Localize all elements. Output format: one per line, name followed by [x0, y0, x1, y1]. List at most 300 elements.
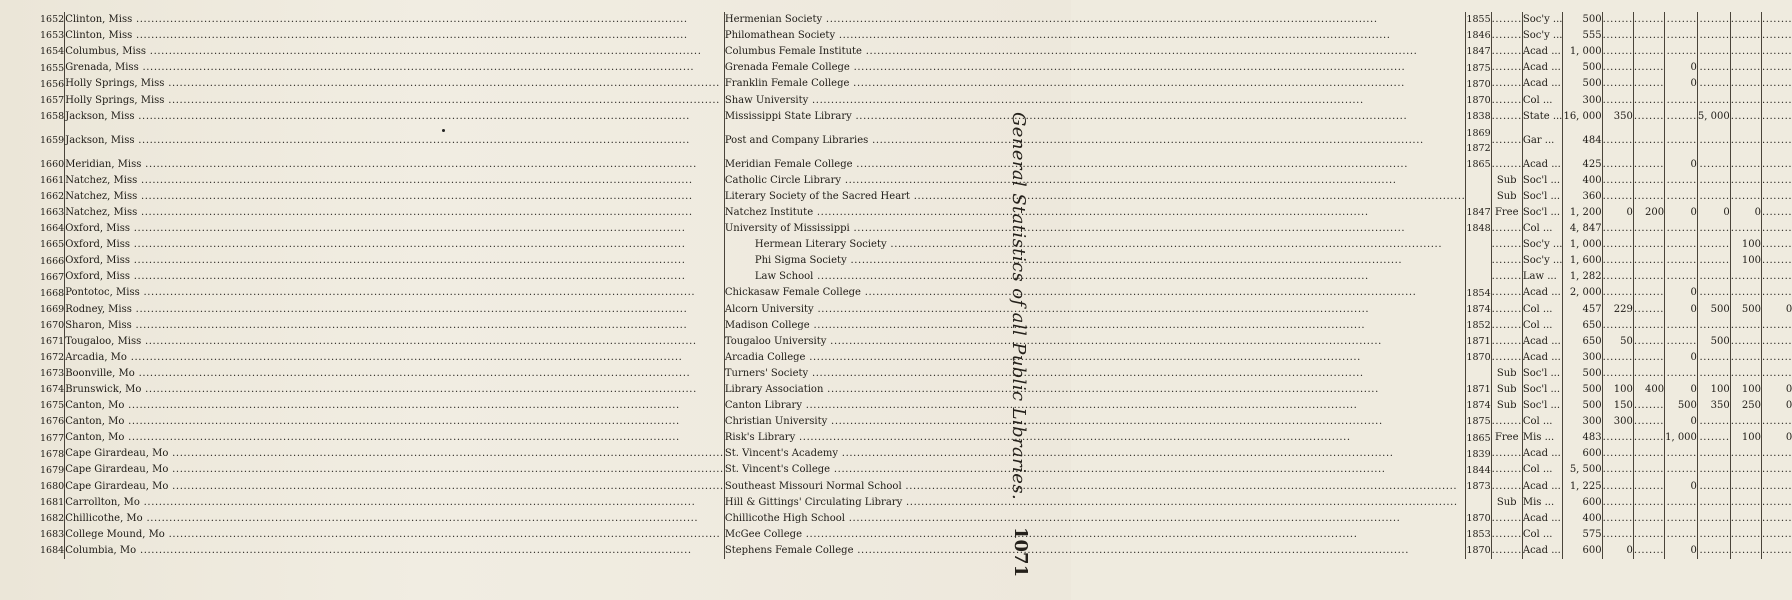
free-or-sub-cell: [1491, 398, 1522, 414]
library-name-cell: [724, 157, 1466, 173]
place-cell-text: Cape Girardeau, Mo .....: [65, 481, 724, 492]
stat-cell-text: [1762, 62, 1792, 73]
row-number: [40, 414, 65, 430]
volumes-cell-text: 500: [1582, 384, 1602, 396]
place-cell-text: Chillicothe, Mo .....: [65, 513, 698, 524]
stat-cell: [1602, 60, 1633, 76]
library-kind-cell-text: Acad: [1522, 512, 1549, 524]
table-row: [40, 12, 1792, 28]
stat-cell-text: [1762, 513, 1792, 524]
year-founded-text: 1869: [1466, 127, 1491, 139]
stat-cell-text: [1762, 14, 1792, 25]
stat-cell-text: [1762, 352, 1792, 363]
year-founded-cell: [1466, 44, 1491, 60]
row-number: [40, 173, 65, 189]
stat-cell: [1665, 28, 1698, 44]
library-name-cell-text: Christian University .....: [725, 416, 1383, 427]
year-founded-cell: [1466, 495, 1491, 511]
volumes-cell: [1563, 76, 1602, 92]
library-name-cell-text: Turners' Society .....: [725, 368, 1364, 379]
library-name-cell: [724, 253, 1466, 269]
stat-cell-text: [1667, 46, 1697, 57]
table-row: [40, 237, 1792, 253]
library-name-cell-text: St. Vincent's College .....: [725, 464, 1386, 475]
stat-cell: [1665, 511, 1698, 527]
library-kind-cell-text: Acad: [1522, 158, 1549, 170]
row-number-text: 1656: [40, 78, 65, 90]
stat-cell-text: 500: [1710, 303, 1730, 315]
place-cell: [65, 237, 725, 253]
library-name-cell-text: Columbus Female Institute .....: [725, 46, 1418, 57]
free-or-sub-cell: [1491, 189, 1522, 205]
row-number: [40, 398, 65, 414]
place-cell-text: Oxford, Miss .....: [65, 271, 685, 282]
stat-cell-text: [1699, 223, 1729, 234]
stat-cell-text: 0: [1690, 351, 1697, 363]
library-kind-cell-text: Mis: [1522, 432, 1542, 444]
row-number-text: 1670: [40, 319, 65, 331]
library-kind-cell: [1522, 462, 1563, 478]
place-cell: [65, 60, 725, 76]
stat-cell: [1602, 205, 1633, 221]
table-row: [40, 221, 1792, 237]
library-kind-cell: [1522, 173, 1563, 189]
stat-cell-text: 500: [1710, 335, 1730, 347]
stat-cell-text: 0: [1785, 384, 1792, 396]
free-or-sub-cell-text: [1492, 352, 1522, 363]
free-or-sub-cell: [1491, 527, 1522, 543]
stat-cell: [1697, 414, 1730, 430]
volumes-cell-text: 457: [1582, 303, 1602, 315]
year-founded-text: 1847: [1466, 46, 1491, 58]
library-kind-cell: [1522, 350, 1563, 366]
volumes-cell-text: 1, 200: [1569, 206, 1602, 218]
stat-cell: [1633, 44, 1664, 60]
free-or-sub-cell: [1491, 462, 1522, 478]
volumes-cell: [1563, 430, 1602, 446]
stat-cell-text: [1634, 191, 1664, 202]
stat-cell: [1697, 44, 1730, 60]
stat-cell-text: [1634, 464, 1664, 475]
place-cell: [65, 285, 725, 301]
stat-cell-text: 0: [1690, 480, 1697, 492]
stat-cell: [1633, 189, 1664, 205]
stat-cell: [1730, 543, 1761, 559]
free-or-sub-cell: [1491, 382, 1522, 398]
free-or-sub-cell: [1491, 350, 1522, 366]
row-number-text: 1671: [40, 335, 65, 347]
library-kind-cell: [1522, 76, 1563, 92]
free-or-sub-cell-text: Sub: [1496, 367, 1517, 379]
place-cell-text: Jackson, Miss .....: [65, 135, 690, 146]
stat-cell: [1602, 44, 1633, 60]
year-founded-text: 1865: [1466, 158, 1491, 170]
stat-cell-text: [1699, 239, 1729, 250]
stat-cell-text: [1762, 320, 1792, 331]
year-founded-text: 1871: [1466, 335, 1491, 347]
stat-cell-text: 0: [1690, 384, 1697, 396]
place-cell: [65, 479, 725, 495]
stat-cell-text: [1603, 135, 1633, 146]
volumes-cell: [1563, 253, 1602, 269]
library-name-cell-text: Phi Sigma Society .....: [755, 255, 1402, 266]
stat-cell-text: 0: [1690, 287, 1697, 299]
library-kind-cell: [1522, 302, 1563, 318]
stat-cell-text: [1699, 448, 1729, 459]
library-kind-cell: [1522, 318, 1563, 334]
free-or-sub-cell: [1491, 221, 1522, 237]
volumes-cell-text: 500: [1582, 14, 1602, 26]
year-founded-cell: [1466, 60, 1491, 76]
free-or-sub-cell: [1491, 269, 1522, 285]
year-founded-cell: [1466, 382, 1491, 398]
stat-cell: [1730, 253, 1761, 269]
library-kind-cell-text: Acad: [1522, 351, 1549, 363]
stat-cell: [1761, 237, 1792, 253]
stat-cell: [1697, 382, 1730, 398]
library-name-cell: [724, 430, 1466, 446]
stat-cell-text: [1634, 481, 1664, 492]
volumes-cell: [1563, 44, 1602, 60]
leader-dots: ...: [1544, 271, 1557, 283]
stat-cell-text: [1699, 464, 1729, 475]
library-kind-cell: [1522, 253, 1563, 269]
volumes-cell: [1563, 12, 1602, 28]
volumes-cell: [1563, 157, 1602, 173]
year-founded-cell: [1466, 189, 1491, 205]
place-cell: [65, 334, 725, 350]
stat-cell: [1602, 414, 1633, 430]
stat-cell: [1633, 511, 1664, 527]
stat-cell-text: [1762, 481, 1792, 492]
stat-cell: [1602, 462, 1633, 478]
year-founded-cell: [1466, 157, 1491, 173]
free-or-sub-cell-text: [1492, 416, 1522, 427]
library-name-cell-text: McGee College .....: [725, 529, 1358, 540]
stat-cell-text: [1731, 529, 1761, 540]
stat-cell-text: 0: [1690, 206, 1697, 218]
free-or-sub-cell: [1491, 125, 1522, 157]
stat-cell: [1761, 12, 1792, 28]
stat-cell-text: [1667, 111, 1697, 122]
stat-cell: [1761, 125, 1792, 157]
stat-cell-text: [1762, 448, 1792, 459]
free-or-sub-cell-text: [1492, 62, 1522, 73]
row-number-text: 1676: [40, 416, 65, 428]
stat-cell-text: [1699, 255, 1729, 266]
stat-cell: [1633, 60, 1664, 76]
library-kind-cell-text: Col: [1522, 223, 1540, 235]
library-name-cell-text: Meridian Female College .....: [725, 159, 1408, 170]
stat-cell: [1602, 543, 1633, 559]
stat-cell: [1633, 430, 1664, 446]
stat-cell: [1602, 398, 1633, 414]
stat-cell-text: [1762, 159, 1792, 170]
stat-cell-text: [1634, 336, 1664, 347]
year-founded-cell: [1466, 430, 1491, 446]
stat-cell-text: [1603, 271, 1633, 282]
row-number: [40, 125, 65, 157]
volumes-cell: [1563, 414, 1602, 430]
row-number: [40, 157, 65, 173]
stat-cell-text: [1634, 416, 1664, 427]
stat-cell: [1761, 430, 1792, 446]
place-cell-text: Sharon, Miss .....: [65, 320, 687, 331]
row-number-text: 1677: [40, 432, 65, 444]
stat-cell-text: [1634, 400, 1664, 411]
volumes-cell: [1563, 366, 1602, 382]
stat-cell: [1730, 221, 1761, 237]
row-number: [40, 527, 65, 543]
stat-cell: [1761, 414, 1792, 430]
row-number-text: 1682: [40, 513, 65, 525]
row-number: [40, 462, 65, 478]
stat-cell: [1602, 382, 1633, 398]
table-row: [40, 44, 1792, 60]
library-kind-cell-text: Soc'y: [1522, 14, 1550, 26]
table-row: [40, 253, 1792, 269]
stat-cell: [1761, 189, 1792, 205]
free-or-sub-cell: [1491, 318, 1522, 334]
stat-cell: [1761, 109, 1792, 125]
stat-cell: [1761, 285, 1792, 301]
library-name-cell-text: Chillicothe High School .....: [725, 513, 1401, 524]
stat-cell: [1633, 92, 1664, 108]
table-body: [40, 12, 1792, 559]
row-number-text: 1652: [40, 14, 65, 26]
stat-cell-text: 100: [1741, 384, 1761, 396]
stat-cell: [1602, 527, 1633, 543]
library-kind-cell-text: Soc'l: [1522, 367, 1548, 379]
table-row: [40, 446, 1792, 462]
stat-cell-text: [1634, 352, 1664, 363]
volumes-cell: [1563, 527, 1602, 543]
stat-cell-text: [1762, 497, 1792, 508]
stat-cell: [1633, 479, 1664, 495]
stat-cell: [1697, 511, 1730, 527]
leader-dots: ...: [1541, 134, 1555, 146]
stat-cell-text: [1603, 255, 1633, 266]
volumes-cell: [1563, 92, 1602, 108]
table-row: [40, 92, 1792, 108]
volumes-cell-text: 650: [1582, 319, 1602, 331]
stat-cell-text: [1731, 175, 1761, 186]
leader-dots: ...: [1539, 528, 1553, 540]
row-number: [40, 109, 65, 125]
stat-cell-text: 100: [1741, 239, 1761, 251]
free-or-sub-cell: [1491, 495, 1522, 511]
place-cell: [65, 366, 725, 382]
stat-cell: [1730, 237, 1761, 253]
library-kind-cell-text: Acad: [1522, 78, 1549, 90]
volumes-cell: [1563, 495, 1602, 511]
library-kind-cell-text: Acad: [1522, 480, 1549, 492]
stat-cell: [1665, 76, 1698, 92]
stat-cell-text: [1603, 529, 1633, 540]
stat-cell-text: [1762, 175, 1792, 186]
place-cell-text: College Mound, Mo .....: [65, 529, 720, 540]
stat-cell: [1665, 173, 1698, 189]
volumes-cell: [1563, 125, 1602, 157]
free-or-sub-cell: [1491, 430, 1522, 446]
stat-cell-text: [1699, 135, 1729, 146]
stat-cell-text: [1762, 111, 1792, 122]
library-kind-cell-text: Acad: [1522, 62, 1549, 74]
stat-cell-text: [1731, 95, 1761, 106]
volumes-cell-text: 1, 000: [1569, 239, 1602, 251]
stat-cell: [1761, 382, 1792, 398]
library-kind-cell: [1522, 334, 1563, 350]
stat-cell-text: [1731, 271, 1761, 282]
place-cell-text: Holly Springs, Miss .....: [65, 95, 720, 106]
stat-cell-text: [1699, 432, 1729, 443]
year-founded-cell: [1466, 109, 1491, 125]
stat-cell: [1602, 189, 1633, 205]
leader-dots: ...: [1549, 255, 1563, 267]
stat-cell-text: [1762, 78, 1792, 89]
volumes-cell-text: 400: [1582, 512, 1602, 524]
stat-cell-text: [1731, 159, 1761, 170]
row-number: [40, 221, 65, 237]
stat-cell: [1602, 221, 1633, 237]
stat-cell: [1602, 350, 1633, 366]
year-founded-cell: [1466, 318, 1491, 334]
volumes-cell-text: 600: [1582, 496, 1602, 508]
stat-cell-text: [1762, 416, 1792, 427]
year-founded-text: 1847: [1466, 207, 1491, 219]
year-founded-text: 1854: [1466, 287, 1491, 299]
stat-cell: [1602, 302, 1633, 318]
stat-cell-text: [1634, 545, 1664, 556]
stat-cell: [1730, 125, 1761, 157]
stat-cell: [1665, 462, 1698, 478]
free-or-sub-cell: [1491, 446, 1522, 462]
stat-cell-text: [1667, 497, 1697, 508]
library-name-cell-text: Mississippi State Library .....: [725, 111, 1407, 122]
stat-cell: [1633, 109, 1664, 125]
stat-cell: [1697, 237, 1730, 253]
table-row: [40, 189, 1792, 205]
leader-dots: ...: [1547, 400, 1560, 412]
volumes-cell: [1563, 334, 1602, 350]
library-name-cell: [724, 366, 1466, 382]
stat-cell-text: [1634, 46, 1664, 57]
stat-cell: [1697, 334, 1730, 350]
library-name-cell: [724, 334, 1466, 350]
free-or-sub-cell-text: [1492, 287, 1522, 298]
stat-cell: [1633, 28, 1664, 44]
stat-cell-text: [1699, 416, 1729, 427]
place-cell: [65, 527, 725, 543]
year-founded-text: 1848: [1466, 223, 1491, 235]
stat-cell-text: [1603, 320, 1633, 331]
stat-cell-text: [1762, 271, 1792, 282]
place-cell: [65, 44, 725, 60]
volumes-cell: [1563, 479, 1602, 495]
year-founded-text: 1875: [1466, 416, 1491, 428]
stat-cell: [1602, 92, 1633, 108]
place-cell: [65, 253, 725, 269]
stat-cell-text: [1634, 30, 1664, 41]
stat-cell-text: [1667, 513, 1697, 524]
stat-cell: [1665, 109, 1698, 125]
stat-cell: [1665, 253, 1698, 269]
stat-cell: [1602, 366, 1633, 382]
stat-cell-text: [1667, 14, 1697, 25]
stat-cell-text: [1762, 135, 1792, 146]
free-or-sub-cell-text: [1492, 111, 1522, 122]
stat-cell: [1730, 60, 1761, 76]
row-number: [40, 189, 65, 205]
year-founded-text: 1870: [1466, 352, 1491, 364]
place-cell: [65, 511, 725, 527]
stat-cell: [1633, 350, 1664, 366]
stat-cell-text: [1762, 255, 1792, 266]
year-founded-cell: [1466, 366, 1491, 382]
stat-cell: [1761, 543, 1792, 559]
stat-cell-text: [1634, 78, 1664, 89]
stat-cell-text: [1699, 368, 1729, 379]
stat-cell: [1761, 60, 1792, 76]
place-cell-text: Cape Girardeau, Mo .....: [65, 464, 724, 475]
year-founded-text: 1875: [1466, 62, 1491, 74]
stat-cell-text: [1667, 191, 1697, 202]
volumes-cell-text: 5, 500: [1569, 464, 1602, 476]
free-or-sub-cell-text: Sub: [1496, 190, 1517, 202]
stat-cell-text: [1699, 30, 1729, 41]
stat-cell: [1665, 527, 1698, 543]
stat-cell: [1761, 92, 1792, 108]
table-row: [40, 318, 1792, 334]
stat-cell-text: [1603, 46, 1633, 57]
stat-cell-text: [1699, 78, 1729, 89]
stat-cell-text: [1731, 62, 1761, 73]
volumes-cell-text: 483: [1582, 432, 1602, 444]
place-cell: [65, 495, 725, 511]
stat-cell-text: 0: [1785, 303, 1792, 315]
row-number: [40, 285, 65, 301]
year-founded-text: 1844: [1466, 464, 1491, 476]
place-cell: [65, 92, 725, 108]
library-kind-cell-text: Acad: [1522, 448, 1549, 460]
row-number-text: 1680: [40, 480, 65, 492]
volumes-cell-text: 555: [1582, 30, 1602, 42]
place-cell: [65, 414, 725, 430]
place-cell-text: Oxford, Miss .....: [65, 255, 685, 266]
stat-cell: [1730, 205, 1761, 221]
row-number: [40, 366, 65, 382]
stat-cell: [1665, 157, 1698, 173]
stat-cell-text: [1634, 175, 1664, 186]
stat-cell: [1730, 414, 1761, 430]
library-kind-cell: [1522, 60, 1563, 76]
stat-cell-text: [1634, 304, 1664, 315]
row-number: [40, 28, 65, 44]
stat-cell-text: 0: [1690, 416, 1697, 428]
stat-cell-text: 0: [1690, 544, 1697, 556]
stat-cell: [1730, 285, 1761, 301]
library-name-cell: [724, 92, 1466, 108]
stat-cell: [1665, 12, 1698, 28]
stat-cell-text: [1603, 14, 1633, 25]
place-cell: [65, 318, 725, 334]
volumes-cell-text: 425: [1582, 158, 1602, 170]
year-founded-second-text: 1872: [1466, 142, 1491, 154]
stat-cell-text: [1699, 175, 1729, 186]
stat-cell-text: [1731, 336, 1761, 347]
stat-cell-text: [1731, 352, 1761, 363]
year-founded-cell: [1466, 205, 1491, 221]
